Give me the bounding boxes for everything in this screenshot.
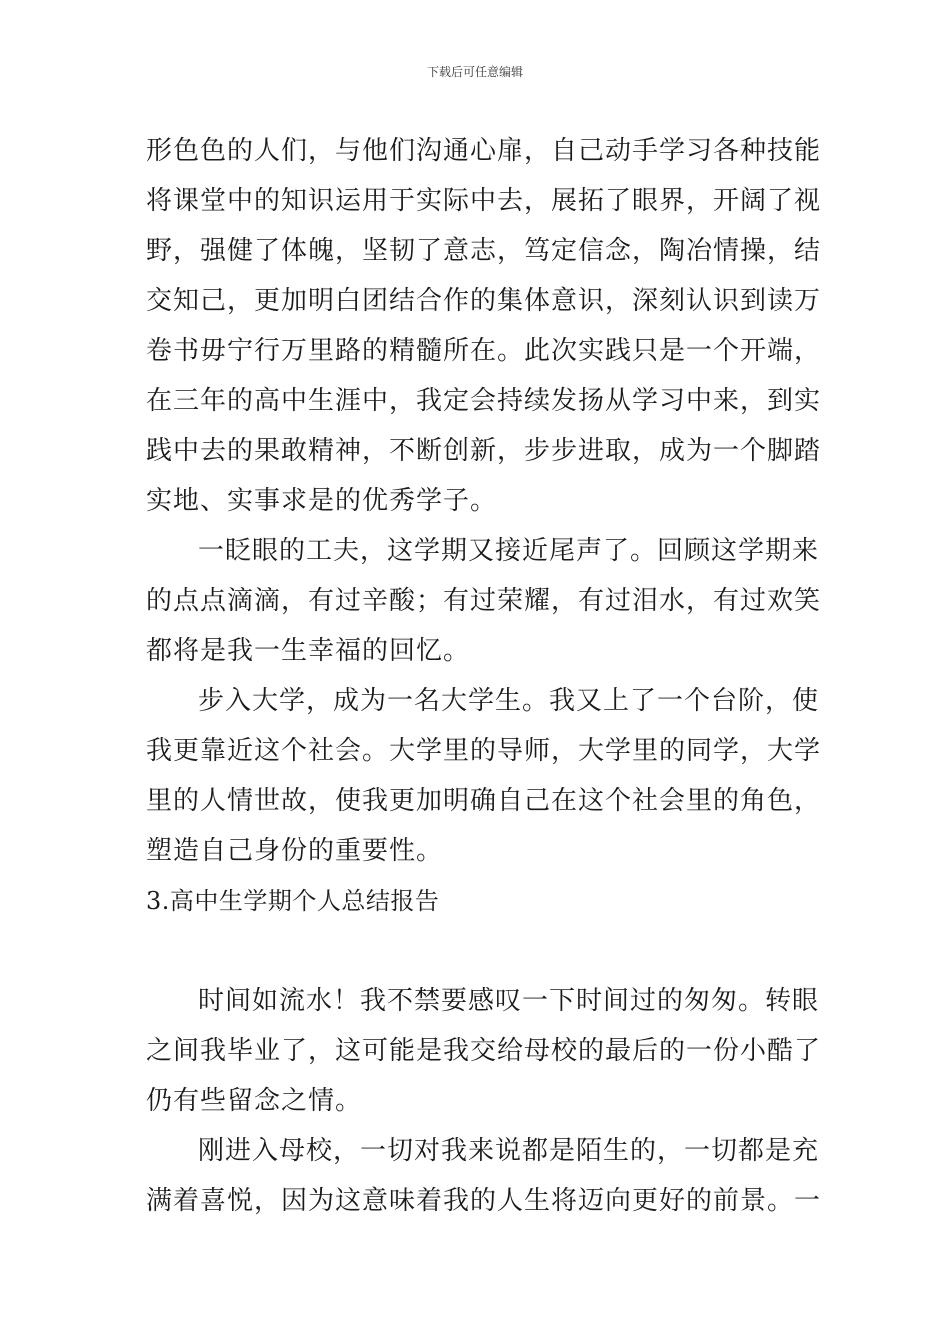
text-line: 之间我毕业了，这可能是我交给母校的最后的一份小酷了 (146, 1036, 822, 1066)
text-line: 在三年的高中生涯中，我定会持续发扬从学习中来，到实 (146, 386, 822, 416)
document-body (146, 126, 822, 1226)
text-line: 满着喜悦，因为这意味着我的人生将迈向更好的前景。一 (146, 1186, 822, 1216)
section-paragraph-1 (146, 976, 822, 1126)
page-header: 下载后可任意编辑 (426, 65, 523, 79)
text-line: 塑造自己身份的重要性。 (146, 836, 444, 866)
paragraph-3 (146, 676, 822, 876)
text-line: 将课堂中的知识运用于实际中去，展拓了眼界，开阔了视 (146, 186, 822, 216)
text-line: 仍有些留念之情。 (146, 1086, 363, 1116)
paragraph-2 (146, 526, 822, 676)
text-line: 野，强健了体魄，坚韧了意志，笃定信念，陶冶情操，结 (146, 236, 822, 266)
text-line: 里的人情世故，使我更加明确自己在这个社会里的角色， (146, 786, 822, 816)
text-line: 都将是我一生幸福的回忆。 (146, 636, 471, 666)
spacer (146, 926, 808, 976)
text-line: 卷书毋宁行万里路的精髓所在。此次实践只是一个开端， (146, 336, 822, 366)
text-line: 践中去的果敢精神，不断创新，步步进取，成为一个脚踏 (146, 436, 822, 466)
section-heading: 3.高中生学期个人总结报告 (146, 887, 440, 915)
text-line: 形色色的人们，与他们沟通心扉，自己动手学习各种技能 (146, 136, 822, 166)
section-paragraph-2 (146, 1126, 822, 1226)
text-line: 交知己，更加明白团结合作的集体意识，深刻认识到读万 (146, 286, 822, 316)
text-line: 的点点滴滴，有过辛酸；有过荣耀，有过泪水，有过欢笑 (146, 586, 822, 616)
text-line: 一眨眼的工夫，这学期又接近尾声了。回顾这学期来 (198, 536, 820, 566)
text-line: 刚进入母校，一切对我来说都是陌生的，一切都是充 (198, 1136, 820, 1166)
text-line: 时间如流水！我不禁要感叹一下时间过的匆匆。转眼 (198, 986, 820, 1016)
text-line: 实地、实事求是的优秀学子。 (146, 486, 498, 516)
text-line: 我更靠近这个社会。大学里的导师，大学里的同学，大学 (146, 736, 822, 766)
text-line: 步入大学，成为一名大学生。我又上了一个台阶，使 (198, 686, 820, 716)
paragraph-1 (146, 126, 822, 526)
